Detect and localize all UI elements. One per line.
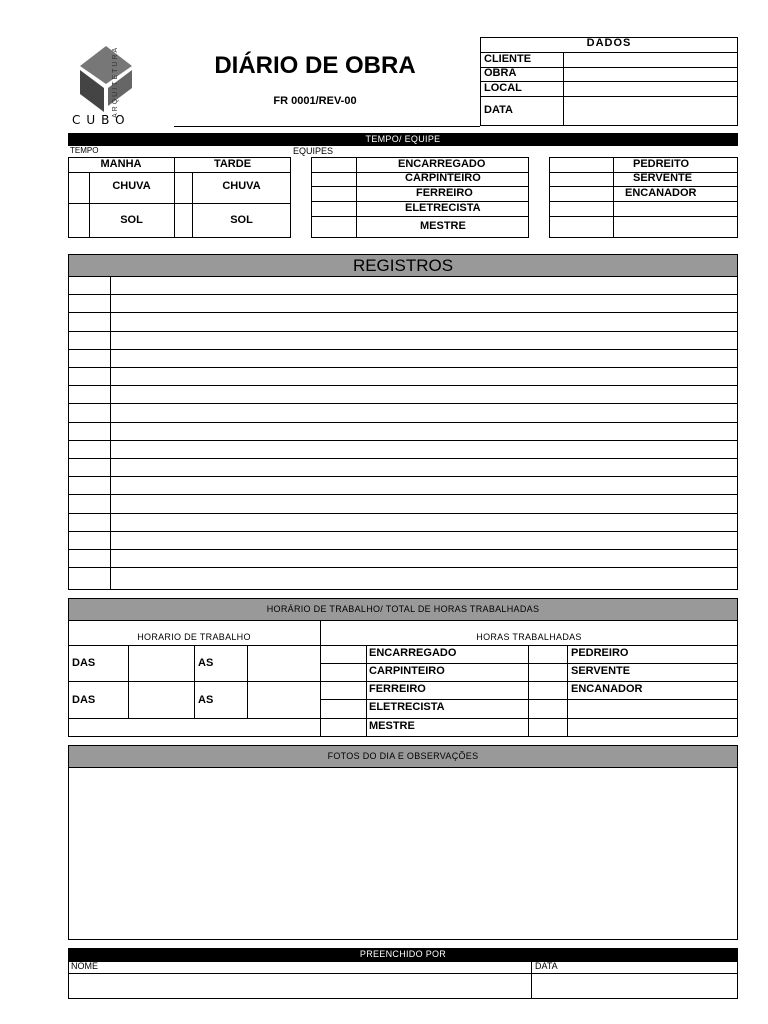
horas-eletrecista-label: ELETRECISTA xyxy=(369,701,445,713)
registro-row[interactable] xyxy=(111,332,737,348)
data-label: DATA xyxy=(535,961,558,971)
registros-header xyxy=(68,254,738,277)
das-label-1: DAS xyxy=(72,657,96,669)
manha-chuva-checkbox[interactable] xyxy=(69,173,89,203)
registros-title: REGISTROS xyxy=(352,256,454,275)
data-field[interactable] xyxy=(532,974,737,998)
registro-row[interactable] xyxy=(111,350,737,366)
horario-header xyxy=(68,598,738,621)
fotos-title: FOTOS DO DIA E OBSERVAÇÕES xyxy=(327,751,479,761)
registro-row[interactable] xyxy=(111,313,737,329)
nome-field[interactable] xyxy=(69,974,531,998)
horas-carpinteiro-label: CARPINTEIRO xyxy=(369,665,445,677)
as-label-1: AS xyxy=(198,657,214,669)
horario-trabalho-label: HORARIO DE TRABALHO xyxy=(137,632,251,642)
das-field-1[interactable] xyxy=(129,646,194,681)
brand-tagline: ARQUITETURA xyxy=(112,45,119,118)
horas-encanador-label: ENCANADOR xyxy=(571,683,643,695)
dados-field-local[interactable] xyxy=(564,82,737,95)
as-field-1[interactable] xyxy=(248,646,320,681)
as-field-2[interactable] xyxy=(248,682,320,718)
preenchido-header: PREENCHIDO POR xyxy=(68,948,738,961)
dados-field-cliente[interactable] xyxy=(564,53,737,66)
registro-row[interactable] xyxy=(111,368,737,384)
tarde-label: TARDE xyxy=(213,158,252,170)
horas-mestre-label: MESTRE xyxy=(369,720,415,732)
registro-row[interactable] xyxy=(111,568,737,584)
cube-logo-icon xyxy=(78,44,134,114)
equipe-eletrecista-label: ELETRECISTA xyxy=(405,202,481,214)
registro-row[interactable] xyxy=(111,459,737,475)
das-label-2: DAS xyxy=(72,694,96,706)
page-title: DIÁRIO DE OBRA xyxy=(214,52,416,79)
registro-row[interactable] xyxy=(111,477,737,493)
registro-row[interactable] xyxy=(111,404,737,420)
dados-label-data: DATA xyxy=(484,104,513,116)
tarde-chuva-label: CHUVA xyxy=(222,180,261,192)
dados-label-cliente: CLIENTE xyxy=(484,53,532,65)
horas-trabalhadas-label: HORAS TRABALHADAS xyxy=(476,632,582,642)
registro-row[interactable] xyxy=(111,295,737,311)
equipe-pedreito-label: PEDREITO xyxy=(633,158,690,170)
registro-row[interactable] xyxy=(111,423,737,439)
das-field-2[interactable] xyxy=(129,682,194,718)
equipes-label: EQUIPES xyxy=(293,146,334,156)
nome-label: NOME xyxy=(71,961,98,971)
dados-label-obra: OBRA xyxy=(484,67,517,79)
equipe-mestre-label: MESTRE xyxy=(420,220,466,232)
registro-row[interactable] xyxy=(111,550,737,566)
horas-encarregado-label: ENCARREGADO xyxy=(369,647,457,659)
registro-row[interactable] xyxy=(111,277,737,293)
tempo-label: TEMPO xyxy=(70,146,99,155)
form-code: FR 0001/REV-00 xyxy=(273,95,357,107)
tarde-chuva-checkbox[interactable] xyxy=(175,173,192,203)
registro-row[interactable] xyxy=(111,532,737,548)
dados-label-local: LOCAL xyxy=(484,82,522,94)
registro-row[interactable] xyxy=(111,386,737,402)
dados-field-data[interactable] xyxy=(564,97,737,125)
equipe-servente-label: SERVENTE xyxy=(633,172,693,184)
fotos-header xyxy=(68,745,738,768)
manha-label: MANHA xyxy=(100,158,142,170)
brand-name: CUBO xyxy=(72,113,131,127)
tarde-sol-label: SOL xyxy=(230,214,253,226)
registro-row[interactable] xyxy=(111,495,737,511)
tempo-equipe-header: TEMPO/ EQUIPE xyxy=(68,133,738,146)
registro-row[interactable] xyxy=(111,514,737,530)
dados-title: DADOS xyxy=(586,37,632,49)
dados-field-obra[interactable] xyxy=(564,68,737,80)
horario-title: HORÁRIO DE TRABALHO/ TOTAL DE HORAS TRABALHADAS xyxy=(266,604,540,614)
fotos-area[interactable] xyxy=(68,767,738,940)
as-label-2: AS xyxy=(198,694,214,706)
equipe-encanador-label: ENCANADOR xyxy=(625,187,697,199)
manha-sol-checkbox[interactable] xyxy=(69,204,89,237)
manha-chuva-label: CHUVA xyxy=(112,180,151,192)
registro-row[interactable] xyxy=(111,441,737,457)
horas-ferreiro-label: FERREIRO xyxy=(369,683,426,695)
horas-pedreiro-label: PEDREIRO xyxy=(571,647,629,659)
equipe-ferreiro-label: FERREIRO xyxy=(416,187,473,199)
horas-servente-label: SERVENTE xyxy=(571,665,631,677)
equipe-carpinteiro-label: CARPINTEIRO xyxy=(405,172,481,184)
equipe-encarregado-label: ENCARREGADO xyxy=(398,158,486,170)
manha-sol-label: SOL xyxy=(120,214,143,226)
tarde-sol-checkbox[interactable] xyxy=(175,204,192,237)
